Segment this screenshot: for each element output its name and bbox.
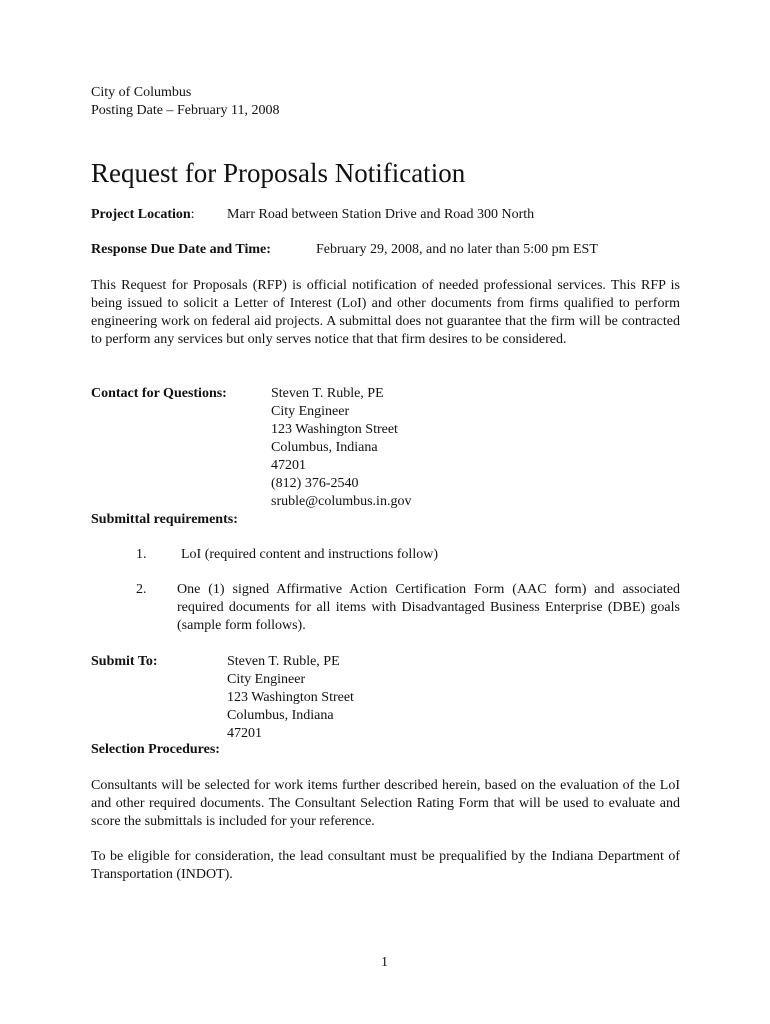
submit-to-city-row (227, 707, 354, 743)
submit-to-name: Steven T. Ruble, PE (227, 654, 340, 669)
submittal-item-text: One (1) signed Affirmative Action Certification Form (AAC form) and associated required documents for all items with Disadvantaged Business Enterprise (DBE) goals (sample form follows). (177, 582, 680, 633)
selection-heading: Selection Procedures: (91, 742, 220, 757)
contact-email: sruble@columbus.in.gov (271, 494, 412, 509)
page-number: 1 (381, 955, 388, 970)
selection-paragraph: Consultants will be selected for work items further described herein, based on the evaluation of the LoI and other required documents. The Consultant Selection Rating Form that will be used to evaluate and score the submittals is included for your reference. (91, 778, 680, 829)
contact-city-row (271, 439, 411, 475)
project-location-label: Project Location (91, 207, 191, 222)
submit-to-zip: 47201 (227, 726, 262, 741)
response-due-value: February 29, 2008, and no later than 5:00 pm EST (316, 242, 598, 257)
submittal-item-number: 2. (136, 582, 147, 597)
contact-address (271, 385, 411, 511)
project-location-row (91, 206, 195, 224)
contact-name: Steven T. Ruble, PE (271, 386, 384, 401)
submit-to-title: City Engineer (227, 672, 306, 687)
project-location-colon: : (190, 207, 195, 222)
submit-to-city-state: Columbus, Indiana (227, 708, 334, 723)
submit-to-street: 123 Washington Street (227, 690, 354, 705)
submit-to-label: Submit To: (91, 654, 158, 669)
contact-city-state: Columbus, Indiana (271, 440, 378, 455)
eligibility-paragraph: To be eligible for consideration, the lead consultant must be prequalified by the Indiana Department of Transportation (INDOT). (91, 849, 680, 882)
intro-paragraph: This Request for Proposals (RFP) is official notification of needed professional services. This RFP is being issued to solicit a Letter of Interest (LoI) and other documents from firms qualified to perform engineering work on federal aid projects. A submittal does not guarantee that the firm will be contracted to perform any services but only serves notice that that firm desires to be considered. (91, 278, 680, 347)
response-due-label: Response Due Date and Time: (91, 242, 271, 257)
contact-street: 123 Washington Street (271, 422, 398, 437)
submittal-item-text: LoI (required content and instructions follow) (181, 547, 438, 562)
project-location-value: Marr Road between Station Drive and Road 300 North (227, 207, 535, 222)
page-title: Request for Proposals Notification (91, 158, 466, 188)
header-city: City of Columbus (91, 85, 192, 100)
contact-label: Contact for Questions: (91, 386, 227, 401)
submittal-item-number: 1. (136, 547, 147, 562)
submit-to-address (227, 653, 354, 743)
contact-zip: 47201 (271, 458, 306, 473)
contact-phone: (812) 376-2540 (271, 476, 359, 491)
header-posting-date: Posting Date – February 11, 2008 (91, 103, 280, 118)
submittal-heading: Submittal requirements: (91, 512, 238, 527)
contact-title: City Engineer (271, 404, 350, 419)
